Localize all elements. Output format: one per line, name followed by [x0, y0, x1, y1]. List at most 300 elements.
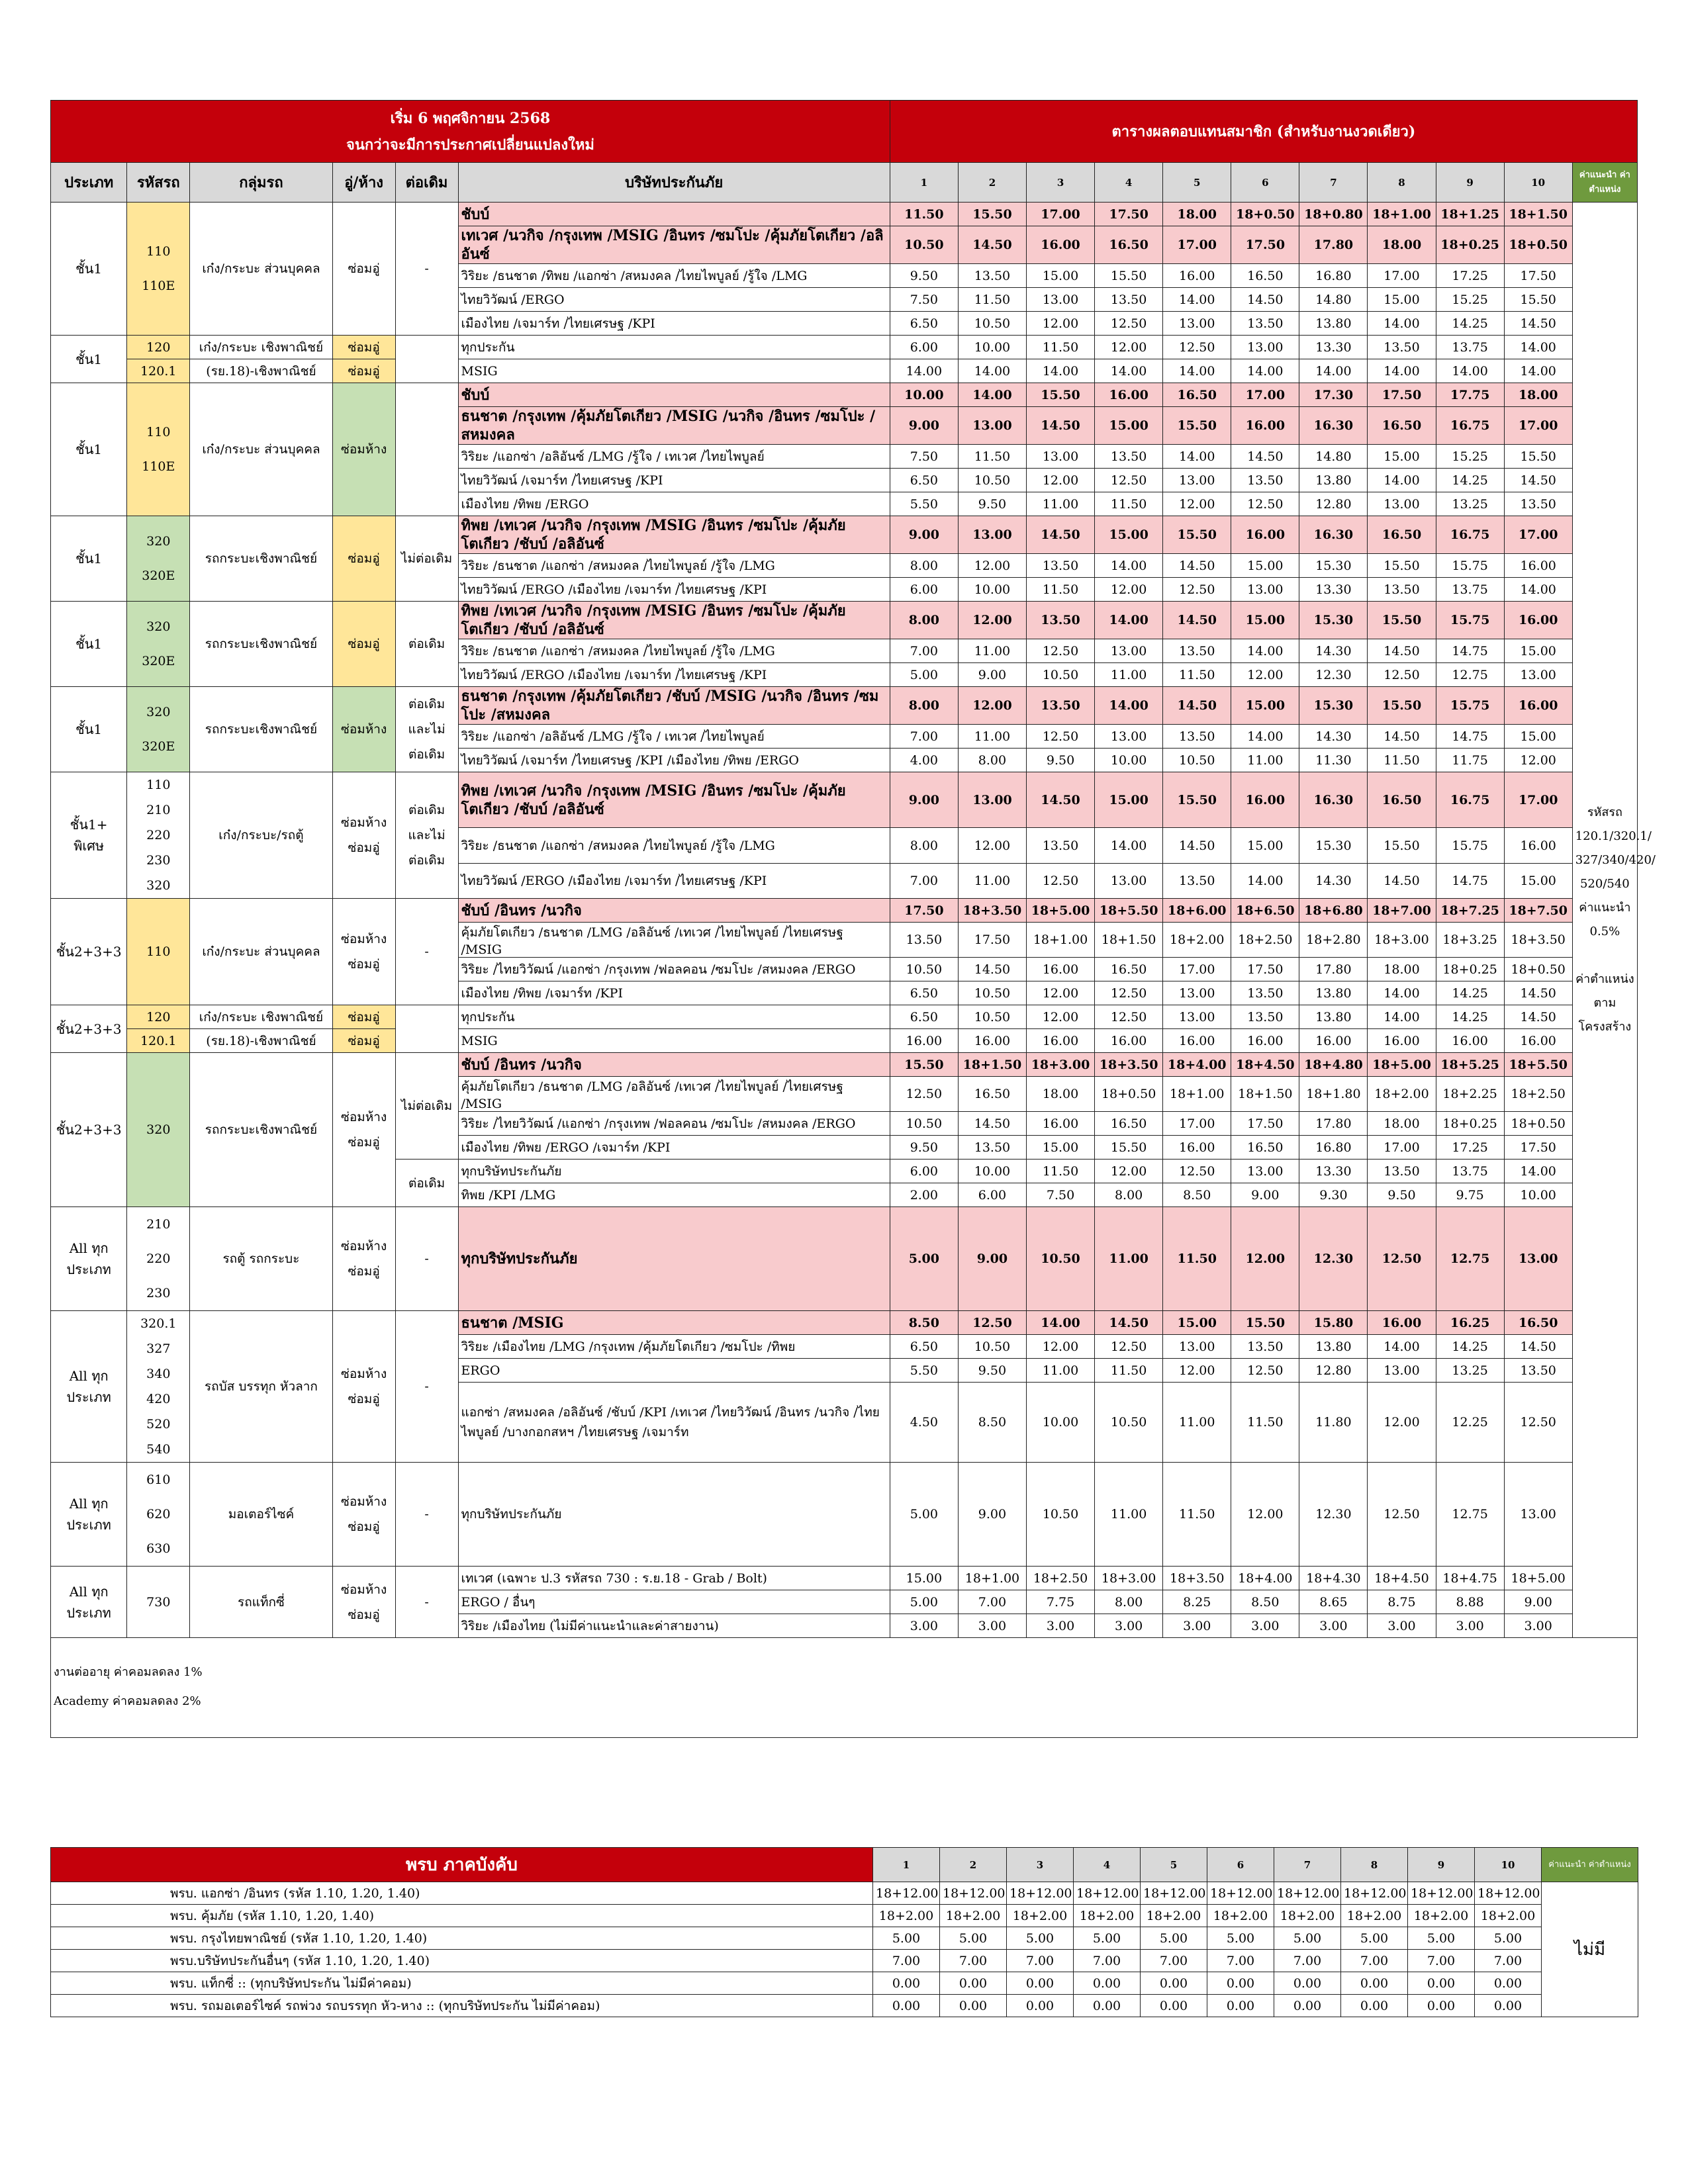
rate-value: 15.30 — [1299, 828, 1368, 863]
insurer-list: ไทยวิวัฒน์ /เจมาร์ท /ไทยเศรษฐ /KPI — [458, 469, 890, 492]
rate-value: 12.50 — [1163, 1160, 1231, 1183]
rate-value: 14.00 — [1163, 359, 1231, 383]
rate-value: 13.00 — [958, 407, 1026, 445]
rate-value: 17.00 — [1231, 383, 1299, 407]
rate-value: 14.00 — [1368, 359, 1436, 383]
rate-value: 8.00 — [890, 828, 958, 863]
rate-value: 7.00 — [958, 1590, 1026, 1614]
rate-value: 0.00 — [1207, 1972, 1274, 1995]
table-row — [51, 1882, 1638, 1905]
rate-value: 15.50 — [1368, 602, 1436, 639]
rate-value: 9.75 — [1436, 1183, 1504, 1207]
vehicle-code-value: 220 — [146, 828, 171, 842]
rate-value: 14.00 — [1231, 863, 1299, 898]
rate-value: 16.00 — [1026, 1029, 1094, 1053]
rate-value: 7.00 — [1341, 1950, 1408, 1972]
rate-value: 16.00 — [1163, 1136, 1231, 1160]
rate-value: 13.00 — [1026, 288, 1094, 312]
vehicle-group: เก๋ง/กระบะ/รถตู้ — [190, 772, 332, 899]
rate-value: 14.50 — [958, 1112, 1026, 1136]
vehicle-code-value: 210 — [146, 803, 171, 817]
rate-value: 14.75 — [1436, 863, 1504, 898]
commission-note-line: 520/540 — [1579, 877, 1630, 891]
rate-value: 12.00 — [958, 828, 1026, 863]
col-level: 9 — [1436, 163, 1504, 203]
rate-value: 18+5.25 — [1436, 1053, 1504, 1077]
rate-sheet — [50, 100, 1656, 1738]
col-level: 6 — [1207, 1848, 1274, 1882]
rate-value: 10.50 — [1095, 1383, 1163, 1463]
rate-value: 0.00 — [1141, 1995, 1207, 2017]
rate-value: 13.00 — [958, 516, 1026, 554]
rate-value: 18+2.00 — [1207, 1905, 1274, 1927]
rate-value: 15.00 — [1368, 445, 1436, 469]
insurer-list: ทิพย /เทเวศ /นวกิจ /กรุงเทพ /MSIG /อินทร /ซมโปะ /คุ้มภัยโตเกียว /ชับบ์ /อลิอันซ์ — [458, 602, 890, 639]
rate-value: 15.00 — [890, 1567, 958, 1590]
table-row — [51, 687, 1638, 725]
rate-value: 18+0.50 — [1504, 226, 1572, 264]
rate-value: 11.00 — [958, 863, 1026, 898]
rate-value: 10.50 — [890, 226, 958, 264]
rate-value: 12.00 — [1026, 312, 1094, 336]
table-row — [51, 899, 1638, 923]
rate-value: 11.50 — [1163, 663, 1231, 687]
table-row — [51, 1972, 1638, 1995]
vehicle-type: ชั้น2+3+3 — [51, 1053, 127, 1207]
rate-value: 18.00 — [1368, 1112, 1436, 1136]
rate-value: 11.50 — [1095, 1359, 1163, 1383]
rate-rows — [51, 203, 1656, 1638]
vehicle-group: เก๋ง/กระบะ ส่วนบุคคล — [190, 203, 332, 336]
renewal-status — [395, 336, 458, 383]
table-row — [51, 516, 1638, 554]
rate-value: 12.50 — [890, 1077, 958, 1112]
garage-type: ซ่อมอู่ — [332, 1005, 395, 1029]
col-level: 6 — [1231, 163, 1299, 203]
garage-type: ซ่อมห้าง — [332, 687, 395, 772]
rate-value: 8.00 — [890, 687, 958, 725]
rate-value: 12.50 — [1026, 639, 1094, 663]
commission-note-line — [1575, 944, 1634, 968]
rate-value: 7.00 — [1475, 1950, 1542, 1972]
vehicle-code-value: 327 — [146, 1342, 171, 1356]
rate-value: 18+2.00 — [1368, 1077, 1436, 1112]
rate-value: 11.50 — [890, 203, 958, 226]
rate-value: 6.50 — [890, 312, 958, 336]
rate-value: 14.25 — [1436, 1005, 1504, 1029]
commission-note-line: รหัสรถ — [1587, 805, 1622, 819]
rate-value: 17.50 — [1504, 1136, 1572, 1160]
rate-value: 18+5.00 — [1368, 1053, 1436, 1077]
rate-value: 14.00 — [1095, 359, 1163, 383]
rate-value: 18+12.00 — [1007, 1882, 1074, 1905]
rate-value: 13.50 — [1368, 336, 1436, 359]
rate-value: 7.00 — [1141, 1950, 1207, 1972]
rate-value: 14.50 — [1504, 469, 1572, 492]
rate-value: 13.80 — [1299, 1005, 1368, 1029]
rate-value: 13.00 — [1026, 445, 1094, 469]
rate-value: 16.00 — [1436, 1029, 1504, 1053]
rate-value: 17.50 — [1231, 226, 1299, 264]
rate-value: 10.50 — [1026, 663, 1094, 687]
rate-value: 15.75 — [1436, 554, 1504, 578]
insurer-list: วิริยะ /แอกซ่า /อลิอันซ์ /LMG /รู้ใจ / เทเวศ /ไทยไพบูลย์ — [458, 445, 890, 469]
rate-value: 16.50 — [1368, 516, 1436, 554]
insurer-list: แอกซ่า /สหมงคล /อลิอันซ์ /ชับบ์ /KPI /เทเวศ /ไทยวิวัฒน์ /อินทร /นวกิจ /ไทยไพบูลย์ /บางกอกสหฯ /ไทยเศรษฐ /เจมาร์ท — [458, 1383, 890, 1463]
rate-value: 18+4.30 — [1299, 1567, 1368, 1590]
rate-value: 18+12.00 — [1274, 1882, 1341, 1905]
rate-value: 14.30 — [1299, 639, 1368, 663]
rate-value: 15.00 — [1504, 863, 1572, 898]
rate-value: 15.50 — [1504, 288, 1572, 312]
insurer-list: ทุกประกัน — [458, 336, 890, 359]
commission-note-line: 0.5% — [1589, 925, 1620, 938]
col-group: กลุ่มรถ — [190, 163, 332, 203]
rate-value: 18+4.75 — [1436, 1567, 1504, 1590]
rate-value: 5.00 — [1141, 1927, 1207, 1950]
col-level: 2 — [958, 163, 1026, 203]
rate-value: 7.00 — [1074, 1950, 1141, 1972]
rate-value: 18+2.00 — [1341, 1905, 1408, 1927]
rate-value: 13.25 — [1436, 492, 1504, 516]
rate-value: 15.25 — [1436, 288, 1504, 312]
rate-value: 15.30 — [1299, 602, 1368, 639]
rate-value: 12.30 — [1299, 663, 1368, 687]
rate-value: 16.75 — [1436, 407, 1504, 445]
rate-value: 16.00 — [1231, 407, 1299, 445]
rate-value: 12.00 — [1095, 336, 1163, 359]
vehicle-code: 120 — [127, 336, 190, 359]
rate-value: 16.00 — [890, 1029, 958, 1053]
rate-value: 17.75 — [1436, 383, 1504, 407]
insurer-list: เทเวศ /นวกิจ /กรุงเทพ /MSIG /อินทร /ซมโปะ /คุ้มภัยโตเกียว /อลิอันซ์ — [458, 226, 890, 264]
vehicle-group: รถกระบะเชิงพาณิชย์ — [190, 1053, 332, 1207]
rate-value: 15.50 — [890, 1053, 958, 1077]
rate-value: 0.00 — [940, 1995, 1007, 2017]
rate-value: 0.00 — [1408, 1972, 1475, 1995]
table-row — [51, 1995, 1638, 2017]
garage-type: ซ่อมอู่ — [332, 602, 395, 687]
rate-value: 15.50 — [1231, 1311, 1299, 1335]
compulsory-label: พรบ.บริษัทประกันอื่นๆ (รหัส 1.10, 1.20, 1.40) — [51, 1950, 873, 1972]
rate-value: 13.50 — [1231, 1335, 1299, 1359]
vehicle-group: รถกระบะเชิงพาณิชย์ — [190, 602, 332, 687]
insurer-list: วิริยะ /เมืองไทย (ไม่มีค่าแนะนำและค่าสายงาน) — [458, 1614, 890, 1638]
rate-value: 7.00 — [890, 725, 958, 749]
rate-value: 14.50 — [1163, 687, 1231, 725]
vehicle-code-value: 110 — [146, 778, 171, 792]
rate-value: 18+3.00 — [1026, 1053, 1094, 1077]
garage-type: ซ่อมห้าง ซ่อมอู่ — [332, 772, 395, 899]
rate-value: 6.00 — [958, 1183, 1026, 1207]
vehicle-type: All ทุกประเภท — [51, 1207, 127, 1311]
table-row — [51, 1053, 1638, 1077]
rate-value: 15.50 — [1368, 687, 1436, 725]
rate-value: 10.00 — [1026, 1383, 1094, 1463]
rate-value: 9.30 — [1299, 1183, 1368, 1207]
rate-value: 11.50 — [1368, 749, 1436, 772]
rate-value: 0.00 — [1074, 1972, 1141, 1995]
rate-value: 15.50 — [1095, 1136, 1163, 1160]
rate-value: 8.00 — [890, 602, 958, 639]
vehicle-type: ชั้น1 — [51, 516, 127, 602]
col-level: 10 — [1504, 163, 1572, 203]
rate-value: 16.00 — [1163, 264, 1231, 288]
insurer-list: ทิพย /KPI /LMG — [458, 1183, 890, 1207]
rate-value: 17.00 — [1163, 958, 1231, 981]
rate-value: 13.50 — [1231, 312, 1299, 336]
table-row — [51, 1311, 1638, 1335]
rate-value: 13.50 — [1026, 828, 1094, 863]
rate-value: 18+1.50 — [1095, 923, 1163, 958]
col-level: 8 — [1341, 1848, 1408, 1882]
insurer-list: ธนชาต /กรุงเทพ /คุ้มภัยโตเกียว /ชับบ์ /MSIG /นวกิจ /อินทร /ซมโปะ /สหมงคล — [458, 687, 890, 725]
rate-value: 17.50 — [1095, 203, 1163, 226]
rate-value: 16.30 — [1299, 516, 1368, 554]
rate-value: 6.50 — [890, 981, 958, 1005]
rate-value: 13.50 — [958, 264, 1026, 288]
vehicle-group: รถบัส บรรทุก หัวลาก — [190, 1311, 332, 1463]
rate-value: 18+3.50 — [958, 899, 1026, 923]
rate-value: 15.30 — [1299, 687, 1368, 725]
rate-value: 14.00 — [1095, 828, 1163, 863]
rate-value: 12.00 — [1368, 1383, 1436, 1463]
rate-value: 15.50 — [1368, 828, 1436, 863]
vehicle-code: 120 — [127, 1005, 190, 1029]
rate-value: 5.00 — [1274, 1927, 1341, 1950]
rate-value: 17.50 — [1231, 1112, 1299, 1136]
garage-type: ซ่อมห้าง ซ่อมอู่ — [332, 899, 395, 1005]
rate-value: 14.00 — [1299, 359, 1368, 383]
rate-value: 16.00 — [1026, 1112, 1094, 1136]
vehicle-type: ชั้น1+ พิเศษ — [51, 772, 127, 899]
rate-value: 5.00 — [1408, 1927, 1475, 1950]
rate-value: 13.00 — [1231, 1160, 1299, 1183]
rate-value: 14.25 — [1436, 1335, 1504, 1359]
rate-value: 12.50 — [1095, 1335, 1163, 1359]
vehicle-code-value: 110 — [146, 944, 171, 959]
rate-value: 14.00 — [958, 359, 1026, 383]
table-row — [51, 1029, 1638, 1053]
rate-value: 16.00 — [1368, 1311, 1436, 1335]
rate-value: 18+1.00 — [958, 1567, 1026, 1590]
rate-value: 18+2.00 — [1475, 1905, 1542, 1927]
vehicle-code — [127, 1311, 190, 1463]
rate-value: 15.50 — [1163, 772, 1231, 828]
rate-value: 14.50 — [1163, 602, 1231, 639]
rate-value: 16.00 — [1231, 772, 1299, 828]
rate-value: 8.00 — [890, 554, 958, 578]
rate-value: 18+3.50 — [1504, 923, 1572, 958]
rate-value: 18+0.50 — [1504, 1112, 1572, 1136]
rate-value: 11.50 — [1026, 1160, 1094, 1183]
rate-value: 0.00 — [1207, 1995, 1274, 2017]
rate-value: 16.75 — [1436, 516, 1504, 554]
vehicle-group: รถกระบะเชิงพาณิชย์ — [190, 687, 332, 772]
rate-value: 13.50 — [1095, 288, 1163, 312]
rate-value: 18.00 — [1163, 203, 1231, 226]
insurer-list: ทุกบริษัทประกันภัย — [458, 1207, 890, 1311]
vehicle-code-value: 110E — [142, 459, 175, 474]
rate-value: 10.50 — [958, 469, 1026, 492]
note-renewal: งานต่ออายุ ค่าคอมลดลง 1% — [54, 1665, 203, 1679]
rate-value: 14.50 — [1095, 1311, 1163, 1335]
rate-value: 10.50 — [1026, 1463, 1094, 1567]
rate-value: 0.00 — [1274, 1995, 1341, 2017]
rate-value: 14.00 — [1368, 469, 1436, 492]
rate-value: 18+2.50 — [1504, 1077, 1572, 1112]
vehicle-code — [127, 516, 190, 602]
rate-value: 17.00 — [1163, 226, 1231, 264]
rate-value: 18+3.00 — [1368, 923, 1436, 958]
rate-value: 9.00 — [958, 1463, 1026, 1567]
rate-value: 12.75 — [1436, 1207, 1504, 1311]
rate-value: 0.00 — [1007, 1972, 1074, 1995]
insurer-list: ชับบ์ /อินทร /นวกิจ — [458, 1053, 890, 1077]
garage-type: ซ่อมห้าง ซ่อมอู่ — [332, 1463, 395, 1567]
rate-value: 11.00 — [1095, 1463, 1163, 1567]
rate-value: 3.00 — [890, 1614, 958, 1638]
rate-value: 13.75 — [1436, 336, 1504, 359]
vehicle-code-value: 730 — [146, 1594, 171, 1610]
vehicle-group: มอเตอร์ไซค์ — [190, 1463, 332, 1567]
rate-value: 18+2.80 — [1299, 923, 1368, 958]
rate-value: 18+0.50 — [1504, 958, 1572, 981]
compulsory-title: พรบ ภาคบังคับ — [51, 1848, 873, 1882]
rate-value: 18+1.00 — [1163, 1077, 1231, 1112]
rate-value: 15.50 — [1368, 554, 1436, 578]
rate-value: 12.00 — [958, 554, 1026, 578]
insurer-list: ชับบ์ — [458, 383, 890, 407]
rate-value: 16.00 — [958, 1029, 1026, 1053]
col-level: 4 — [1095, 163, 1163, 203]
rate-value: 13.50 — [1163, 639, 1231, 663]
rate-value: 13.50 — [1231, 1005, 1299, 1029]
rate-value: 18+0.50 — [1231, 203, 1299, 226]
compulsory-label: พรบ. แอกซ่า /อินทร (รหัส 1.10, 1.20, 1.40) — [51, 1882, 873, 1905]
table-row — [51, 359, 1638, 383]
rate-value: 18+4.50 — [1231, 1053, 1299, 1077]
rate-value: 12.50 — [1026, 725, 1094, 749]
renewal-status: - — [395, 899, 458, 1005]
table-row — [51, 1005, 1638, 1029]
renewal-status: - — [395, 203, 458, 336]
rate-value: 14.00 — [1231, 639, 1299, 663]
rate-value: 9.50 — [1368, 1183, 1436, 1207]
rate-value: 15.00 — [1095, 772, 1163, 828]
rate-value: 15.50 — [1163, 407, 1231, 445]
rate-value: 18+1.50 — [1504, 203, 1572, 226]
effective-until: จนกว่าจะมีการประกาศเปลี่ยนแปลงใหม่ — [346, 136, 594, 154]
rate-value: 13.50 — [1504, 1359, 1572, 1383]
rate-value: 14.50 — [1026, 516, 1094, 554]
rate-value: 18+3.50 — [1163, 1567, 1231, 1590]
rate-value: 17.00 — [1163, 1112, 1231, 1136]
rate-value: 16.00 — [1299, 1029, 1368, 1053]
table-title: ตารางผลตอบแทนสมาชิก (สำหรับงานงวดเดียว) — [890, 101, 1637, 163]
rate-value: 13.50 — [890, 923, 958, 958]
rate-value: 7.00 — [890, 863, 958, 898]
rate-value: 10.50 — [958, 1335, 1026, 1359]
rate-value: 3.00 — [1299, 1614, 1368, 1638]
rate-value: 14.50 — [1163, 828, 1231, 863]
insurer-list: เมืองไทย /ทิพย /ERGO — [458, 492, 890, 516]
vehicle-code-value: 210 — [146, 1217, 171, 1232]
rate-value: 11.50 — [958, 288, 1026, 312]
rate-value: 14.00 — [1163, 288, 1231, 312]
compulsory-insurance-section — [50, 1847, 1638, 2017]
table-row — [51, 336, 1638, 359]
rate-value: 13.50 — [1163, 863, 1231, 898]
rate-value: 14.80 — [1299, 288, 1368, 312]
vehicle-code-value: 320 — [146, 705, 171, 719]
rate-value: 10.00 — [958, 578, 1026, 602]
rate-value: 17.50 — [1368, 383, 1436, 407]
rate-value: 11.00 — [1026, 1359, 1094, 1383]
rate-value: 15.80 — [1299, 1311, 1368, 1335]
rate-value: 16.30 — [1299, 772, 1368, 828]
rate-value: 14.00 — [1504, 1160, 1572, 1183]
rate-value: 14.30 — [1299, 863, 1368, 898]
vehicle-code-value: 610 — [146, 1473, 171, 1487]
rate-value: 18+12.00 — [940, 1882, 1007, 1905]
rate-value: 13.30 — [1299, 1160, 1368, 1183]
rate-value: 14.50 — [958, 226, 1026, 264]
rate-value: 16.00 — [1504, 1029, 1572, 1053]
garage-type: ซ่อมห้าง ซ่อมอู่ — [332, 1311, 395, 1463]
rate-value: 14.00 — [1095, 687, 1163, 725]
col-level: 10 — [1475, 1848, 1542, 1882]
table-row — [51, 1207, 1638, 1311]
rate-value: 9.50 — [890, 1136, 958, 1160]
rate-value: 16.00 — [1231, 1029, 1299, 1053]
rate-value: 7.00 — [1408, 1950, 1475, 1972]
rate-value: 16.00 — [1368, 1029, 1436, 1053]
rate-value: 16.30 — [1299, 407, 1368, 445]
rate-value: 14.25 — [1436, 469, 1504, 492]
rate-value: 12.50 — [1026, 863, 1094, 898]
rate-value: 15.30 — [1299, 554, 1368, 578]
rate-value: 13.00 — [1163, 312, 1231, 336]
vehicle-code-value: 320E — [142, 654, 175, 668]
rate-value: 15.00 — [1163, 1311, 1231, 1335]
table-row — [51, 1905, 1638, 1927]
rate-value: 14.00 — [1504, 336, 1572, 359]
rate-value: 14.00 — [1026, 359, 1094, 383]
rate-value: 18+5.50 — [1504, 1053, 1572, 1077]
rate-value: 10.50 — [1026, 1207, 1094, 1311]
rate-value: 12.50 — [1163, 336, 1231, 359]
rate-value: 14.75 — [1436, 639, 1504, 663]
rate-value: 18+5.00 — [1026, 899, 1094, 923]
insurer-list: ERGO — [458, 1359, 890, 1383]
rate-value: 6.00 — [890, 578, 958, 602]
rate-value: 8.75 — [1368, 1590, 1436, 1614]
rate-value: 16.50 — [958, 1077, 1026, 1112]
rate-value: 12.50 — [1504, 1383, 1572, 1463]
renewal-status: - — [395, 1567, 458, 1638]
rate-value: 7.75 — [1026, 1590, 1094, 1614]
rate-value: 12.75 — [1436, 1463, 1504, 1567]
rate-value: 13.50 — [1504, 492, 1572, 516]
commission-note — [1572, 203, 1656, 1638]
rate-value: 5.50 — [890, 492, 958, 516]
rate-value: 15.00 — [1368, 288, 1436, 312]
rate-value: 15.00 — [1231, 828, 1299, 863]
rate-value: 18+12.00 — [1207, 1882, 1274, 1905]
rate-value: 12.00 — [1504, 749, 1572, 772]
rate-value: 11.80 — [1299, 1383, 1368, 1463]
